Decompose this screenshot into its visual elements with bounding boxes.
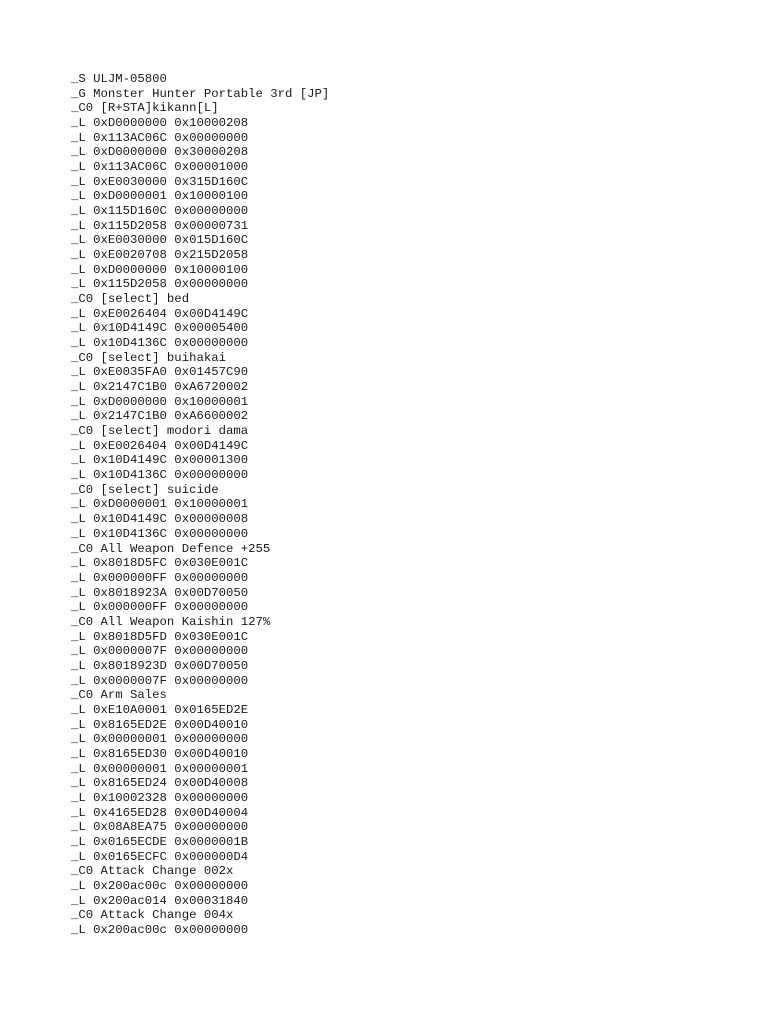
code-line: _L 0x8018D5FD 0x030E001C	[71, 629, 249, 644]
code-line: _L 0x8018923A 0x00D70050	[71, 585, 249, 600]
document-page	[71, 72, 751, 938]
cheat-name-line: _C0 [select] buihakai	[71, 350, 226, 365]
cheat-name-line: _C0 Attack Change 004x	[71, 908, 234, 923]
code-line: _L 0xD0000001 0x10000001	[71, 497, 249, 512]
code-line: _L 0x08A8EA75 0x00000000	[71, 820, 249, 835]
code-line: _L 0x2147C1B0 0xA6600002	[71, 409, 249, 424]
game-title-line: _G Monster Hunter Portable 3rd [JP]	[71, 86, 330, 101]
code-line: _L 0xD0000000 0x10000100	[71, 262, 249, 277]
code-line: _L 0x115D160C 0x00000000	[71, 204, 249, 219]
code-line: _L 0xD0000000 0x10000001	[71, 394, 249, 409]
code-line: _L 0xE0026404 0x00D4149C	[71, 438, 249, 453]
cheat-name-line: _C0 All Weapon Kaishin 127%	[71, 614, 271, 629]
cheat-name-line: _C0 All Weapon Defence +255	[71, 541, 271, 556]
code-line: _L 0x00000001 0x00000001	[71, 761, 249, 776]
code-line: _L 0xD0000000 0x30000208	[71, 145, 249, 160]
code-line: _L 0x200ac00c 0x00000000	[71, 922, 249, 937]
code-line: _L 0x8165ED2E 0x00D40010	[71, 717, 249, 732]
code-line: _L 0xD0000001 0x10000100	[71, 189, 249, 204]
code-line: _L 0x0165ECDE 0x0000001B	[71, 834, 249, 849]
cheat-name-line: _C0 [select] suicide	[71, 482, 219, 497]
code-line: _L 0x115D2058 0x00000731	[71, 218, 249, 233]
code-line: _L 0x113AC06C 0x00000000	[71, 130, 249, 145]
code-line: _L 0x0000007F 0x00000000	[71, 673, 249, 688]
code-line: _L 0x8018923D 0x00D70050	[71, 658, 249, 673]
cheat-name-line: _C0 [select] bed	[71, 292, 190, 307]
code-line: _L 0x00000001 0x00000000	[71, 732, 249, 747]
code-line: _L 0x10D4149C 0x00005400	[71, 321, 249, 336]
code-line: _L 0x000000FF 0x00000000	[71, 570, 249, 585]
code-line: _L 0x10D4136C 0x00000000	[71, 468, 249, 483]
code-line: _L 0x10D4149C 0x00000008	[71, 512, 249, 527]
cheat-name-line: _C0 [select] modori dama	[71, 424, 249, 439]
code-line: _L 0xD0000000 0x10000208	[71, 116, 249, 131]
code-line: _L 0x10D4136C 0x00000000	[71, 526, 249, 541]
cheat-name-line: _C0 Attack Change 002x	[71, 864, 234, 879]
cheat-name-line: _C0 Arm Sales	[71, 688, 167, 703]
code-line: _L 0x10D4149C 0x00001300	[71, 453, 249, 468]
code-line: _L 0x8165ED24 0x00D40008	[71, 776, 249, 791]
code-line: _L 0xE0030000 0x315D160C	[71, 174, 249, 189]
code-line: _L 0xE0026404 0x00D4149C	[71, 306, 249, 321]
code-line: _L 0x200ac014 0x00031840	[71, 893, 249, 908]
cheat-name-line: _C0 [R+STA]kikann[L]	[71, 101, 219, 116]
code-line: _L 0x113AC06C 0x00001000	[71, 160, 249, 175]
code-line: _L 0x4165ED28 0x00D40004	[71, 805, 249, 820]
code-line: _L 0x8018D5FC 0x030E001C	[71, 556, 249, 571]
code-line: _L 0xE0035FA0 0x01457C90	[71, 365, 249, 380]
code-line: _L 0x000000FF 0x00000000	[71, 600, 249, 615]
code-line: _L 0xE0020708 0x215D2058	[71, 248, 249, 263]
code-line: _L 0x10D4136C 0x00000000	[71, 336, 249, 351]
code-line: _L 0x200ac00c 0x00000000	[71, 878, 249, 893]
game-id-line: _S ULJM-05800	[71, 72, 167, 86]
code-line: _L 0x0000007F 0x00000000	[71, 644, 249, 659]
code-line: _L 0xE10A0001 0x0165ED2E	[71, 702, 249, 717]
code-line: _L 0xE0030000 0x015D160C	[71, 233, 249, 248]
code-line: _L 0x10002328 0x00000000	[71, 790, 249, 805]
code-line: _L 0x0165ECFC 0x000000D4	[71, 849, 249, 864]
code-line: _L 0x115D2058 0x00000000	[71, 277, 249, 292]
code-line: _L 0x8165ED30 0x00D40010	[71, 746, 249, 761]
code-line: _L 0x2147C1B0 0xA6720002	[71, 380, 249, 395]
